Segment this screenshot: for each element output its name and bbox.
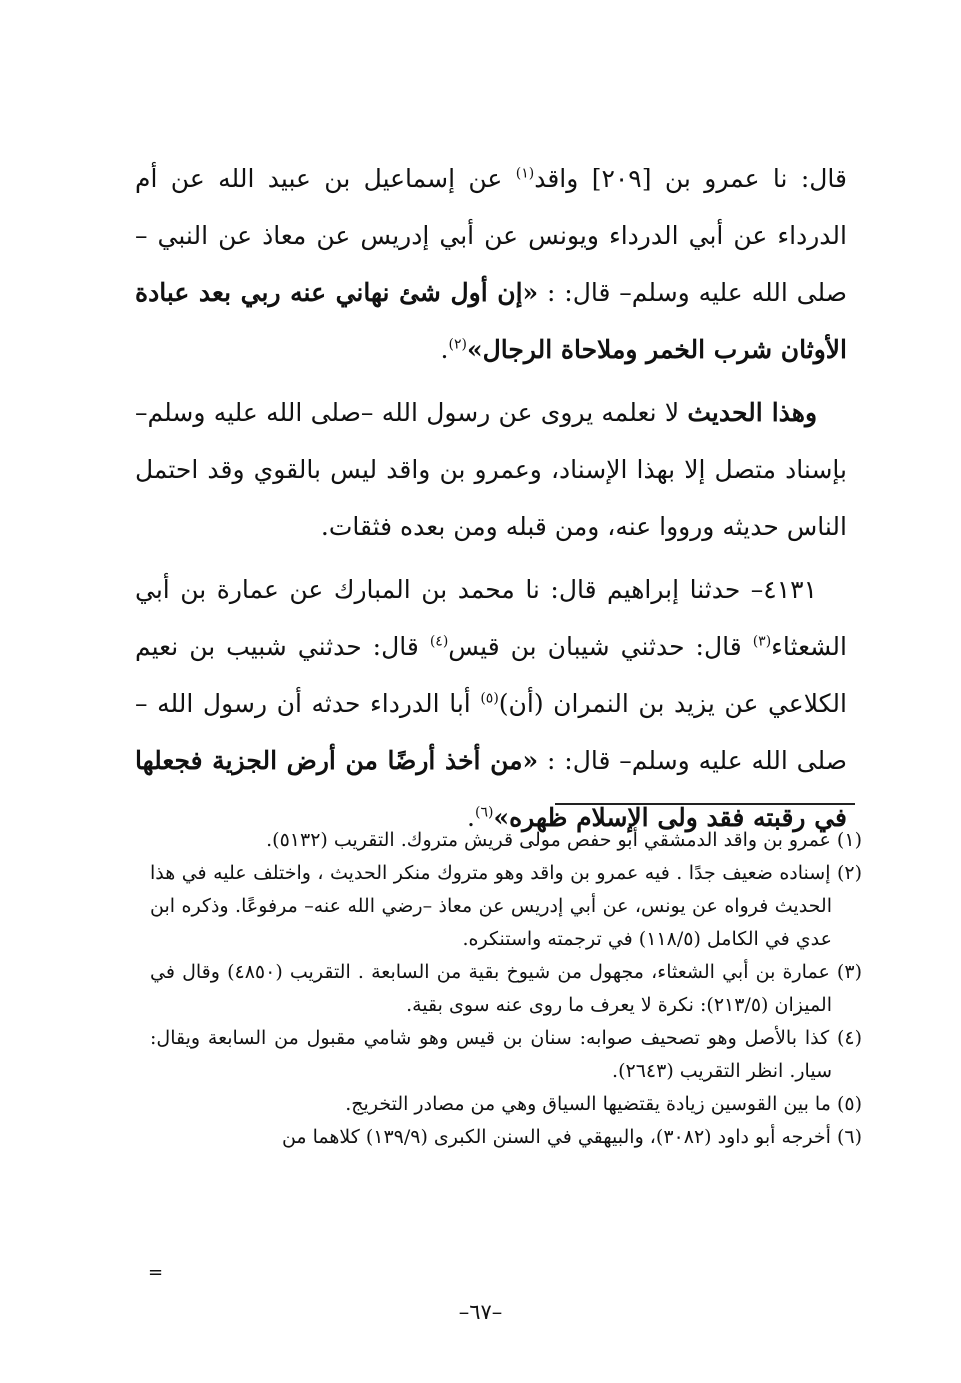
- footnote: (١) عمرو بن واقد الدمشقي أبو حفص مولى قريش متروك. التقريب (٥١٣٢).: [266, 829, 862, 851]
- page-number: –٦٧–: [458, 1300, 503, 1324]
- text-run: .: [467, 803, 475, 832]
- main-text: [135, 150, 847, 846]
- text-run: .: [440, 335, 449, 364]
- footnote-ref: (٥): [480, 690, 499, 707]
- footnote: (٢) إسناده ضعيف جدًا . فيه عمرو بن واقد وهو متروك منكر الحديث ، واختلف عليه في هذا الحديث فرواه عن يونس، عن أبي إدريس عن معاذ –رضي الله عنه– مرفوعًا. وذكره ابن عدي في الكامل (١١٨/٥) في ترجمته واستنكره.: [150, 862, 862, 950]
- text-run: لا نعلمه يروى عن رسول الله –صلى الله عليه وسلم– بإسناد متصل إلا بهذا الإسناد، وعمرو بن واقد ليس بالقوي وقد احتمل الناس حديثه ورووا عنه، ومن قبله ومن بعده فثقات.: [135, 398, 847, 541]
- continuation-mark: =: [148, 1262, 164, 1283]
- footnote: (٣) عمارة بن أبي الشعثاء، مجهول من شيوخ بقية من السابعة . التقريب (٤٨٥٠) وقال في الميزان (٢١٣/٥): نكرة لا يعرف ما روى عنه سوى بقية.: [150, 961, 862, 1016]
- footnote: (٥) ما بين القوسين زيادة يقتضيها السياق وهي من مصادر التخريج.: [345, 1093, 862, 1115]
- text-run: قال: حدثني شيبان بن قيس: [448, 632, 753, 661]
- paragraph: [135, 384, 847, 555]
- text-run: قال: حدثني شبيب بن نعيم الكلاعي عن يزيد بن النمران (أن): [135, 632, 847, 718]
- footnote-ref: (٦): [474, 804, 494, 821]
- paragraph: [135, 150, 847, 378]
- footnote-ref: (٤): [429, 633, 449, 650]
- footnote: (٤) كذا بالأصل وهو تصحيف صوابه: سنان بن قيس وهو شامي مقبول من السابعة ويقال: سيار. انظر التقريب (٢٦٤٣).: [150, 1027, 862, 1082]
- footnotes: [150, 824, 862, 1154]
- footnote: (٦) أخرجه أبو داود (٣٠٨٢)، والبيهقي في السنن الكبرى (١٣٩/٩) كلاهما من: [281, 1126, 862, 1148]
- footnote-separator: [555, 803, 855, 805]
- hadith-text: «إن أول شئ نهاني عنه ربي بعد عبادة الأوثان شرب الخمر وملاحاة الرجال»: [135, 278, 847, 364]
- hadith-text: «من أخذ أرضًا من أرض الجزية فجعلها في رقبته فقد ولى الإسلام ظهره»: [135, 746, 847, 832]
- footnote-ref: (٢): [448, 336, 467, 353]
- footnote-ref: (٣): [752, 633, 772, 650]
- hadith-text: وهذا الحديث: [687, 398, 818, 427]
- text-run: ٤١٣١– حدثنا إبراهيم قال: نا محمد بن المبارك عن عمارة بن أبي الشعثاء: [135, 575, 847, 661]
- text-run: أبا الدرداء حدثه أن رسول الله –صلى الله عليه وسلم– قال: :: [135, 689, 847, 775]
- text-run: عن إسماعيل بن عبيد الله عن أم الدرداء عن أبي الدرداء ويونس عن أبي إدريس عن معاذ عن النبي –صلى الله عليه وسلم– قال: :: [135, 164, 847, 307]
- text-run: قال: نا عمرو بن [٢٠٩] واقد: [534, 164, 848, 193]
- footnote-ref: (١): [515, 165, 535, 182]
